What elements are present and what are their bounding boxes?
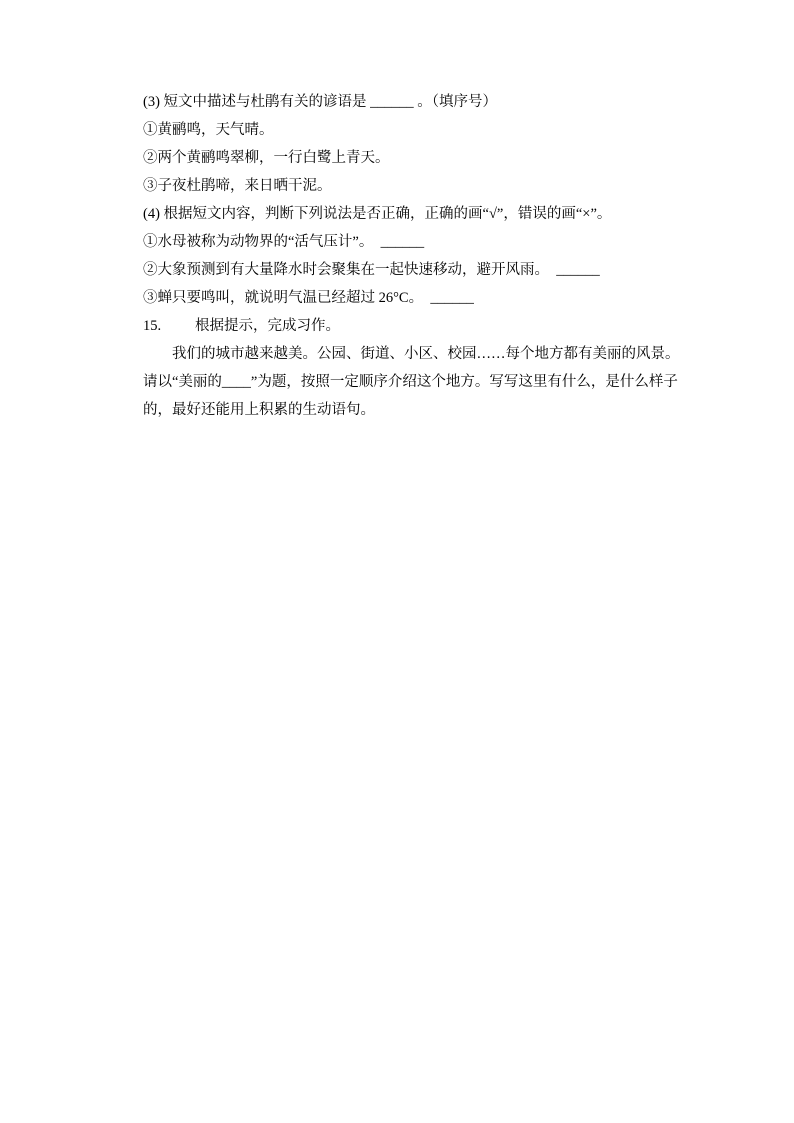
question-15-heading	[143, 312, 686, 340]
question-15-number: 15.	[143, 318, 162, 334]
part4-statement-2: ②大象预测到有大量降水时会聚集在一起快速移动，避开风雨。 ______	[143, 262, 600, 278]
question-15-paragraph: 我们的城市越来越美。公园、街道、小区、校园……每个地方都有美丽的风景。请以“美丽的____”为题，按照一定顺序介绍这个地方。写写这里有什么，是什么样子的，最好还能用上积累的生动语句。	[143, 346, 680, 418]
part3-option-2: ②两个黄鹂鸣翠柳，一行白鹭上青天。	[143, 150, 390, 166]
question-14-part4	[143, 200, 686, 312]
part3-option-1: ①黄鹂鸣，天气晴。	[143, 122, 274, 138]
question-15-title: 根据提示，完成习作。	[195, 318, 340, 334]
document-content	[143, 88, 686, 424]
part3-option-3: ③子夜杜鹃啼，来日晒干泥。	[143, 178, 332, 194]
question-15	[143, 312, 686, 424]
question-14-part3	[143, 88, 686, 200]
part4-statement-1: ①水母被称为动物界的“活气压计”。 ______	[143, 234, 425, 250]
part3-prompt: (3) 短文中描述与杜鹃有关的谚语是 ______ 。（填序号）	[143, 94, 498, 110]
part4-statement-3: ③蝉只要鸣叫，就说明气温已经超过 26°C。 ______	[143, 290, 474, 306]
part4-prompt: (4) 根据短文内容，判断下列说法是否正确，正确的画“√”，错误的画“×”。	[143, 206, 612, 222]
